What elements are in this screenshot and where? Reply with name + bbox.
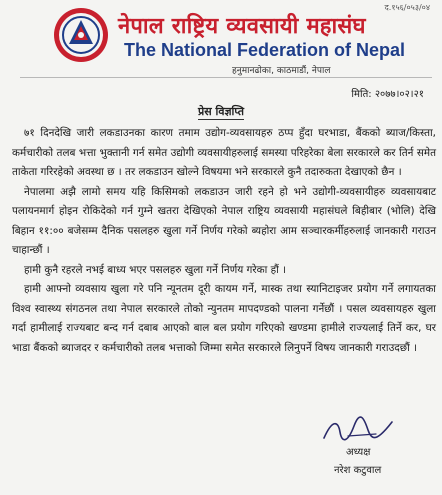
letterhead-title-english: The National Federation of Nepal [124, 40, 406, 60]
federation-logo-icon [52, 6, 110, 64]
letterhead-address: हनुमानढोका, काठमाडौं, नेपाल [232, 66, 331, 76]
subject-text: प्रेस विज्ञप्ति [197, 105, 245, 118]
signatory-name: नरेश कटुवाल [334, 465, 382, 476]
letterhead-title-nepali: नेपाल राष्ट्रिय व्यवसायी महासंघ [118, 14, 366, 39]
body-paragraph: हामी आफ्नो व्यवसाय खुला गरे पनि न्यूनतम दूरी कायम गर्ने, मास्क तथा स्यानिटाइजर प्रयोग गर्ने लगायतका विश्व स्वास्थ्य संगठनल तथा नेपाल सरकारले तोको न्युनतम मापदण्डको पालना गर्नेछौं । पसल व्यवसायहरु खुला गर्दा हामीलाई राज्यबाट बन्द गर्न दबाब आएको बाल बल प्रयोग गरिएको खण्डमा हामीले राज्यलाई तिर्ने कर, घर भाडा बैंकको ब्याजदर र कर्मचारीको तलब भत्ताको जिम्मा समेत सरकारले लिनुपर्ने विषय जानकारी गराउदछौं । [12, 283, 436, 354]
document-body [12, 124, 436, 358]
document-subject [0, 104, 442, 119]
signatory-title: अध्यक्ष [346, 447, 371, 458]
body-paragraph: ७१ दिनदेखि जारी लकडाउनका कारण तमाम उद्योग-व्यवसायहरु ठप्प हुँदा घरभाडा, बैंकको ब्याज/किस्ता, कर्मचारीको तलब भत्ता भुक्तानी गर्न समेत उद्योगी व्यवसायीहरुलाई समस्या परिहरेका बेला सरकारले कर तिर्न समेत ताकेता गरिरहेको अवस्था छ । तर लकडाउन खोल्ने विषयमा भने सरकारले कुनै तदारुकता देखाएको छैन । [12, 127, 436, 178]
document-date: मिति: २०७७।०२।२१ [351, 89, 424, 100]
body-paragraph: नेपालमा अझै लामो समय यहि किसिमको लकडाउन जारी रहने हो भने उद्योगी-व्यवसायीहरु व्यवसायबाट पलायनमार्ग होइन रोकिदेको गर्न गुम्ने खतरा देखिएको नेपाल राष्ट्रिय व्यवसायी महासंघले बिहीबार (भोलि) देखि बिहान ११:०० बजेसम्म दैनिक पसलहरु खुला गर्ने निर्णय गरेको ब्यहोरा आम सञ्चारकर्मीहरुलाई जानकारी गराउन चाहान्छौं । [12, 185, 436, 256]
registration-number: द.१५६/०५३/०४ [384, 3, 430, 12]
body-paragraph: हामी कुनै रहरले नभई बाध्य भएर पसलहरु खुला गर्ने निर्णय गरेका हौं । [24, 263, 287, 276]
handwritten-signature-icon [318, 412, 398, 446]
header-divider [20, 77, 432, 78]
